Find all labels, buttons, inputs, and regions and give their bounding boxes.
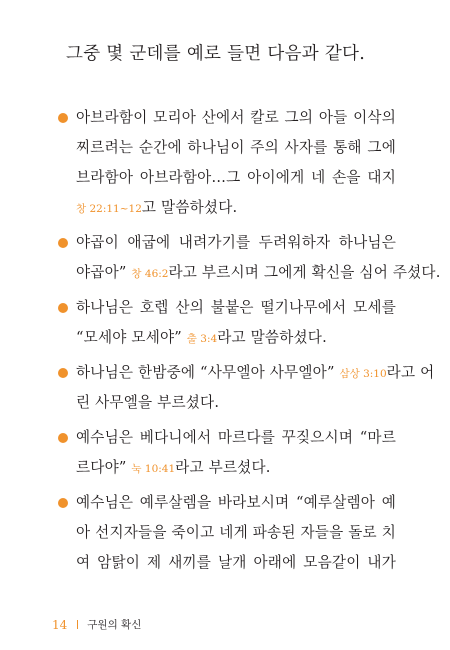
list-item-line: 아 선지자들을 죽이고 네게 파송된 자들을 돌로 치 [76, 524, 396, 541]
list-item-line [76, 193, 396, 223]
scripture-reference: 창 46:2 [131, 268, 169, 280]
bullet-dot-icon [58, 498, 68, 508]
list-item-line [76, 258, 441, 288]
list-item-line: 하나님은 호렙 산의 불붙은 떨기나무에서 모세를 [76, 299, 396, 316]
list-item-line: 예수님은 예루살렘을 바라보시며 “예루살렘아 예 [76, 494, 396, 511]
list-item-line: 야곱이 애굽에 내려가기를 두려워하자 하나님은 [76, 234, 396, 251]
bullet-dot-icon [58, 303, 68, 313]
list-item-text: 하나님은 한밤중에 “사무엘아 사무엘아” [76, 364, 335, 381]
scripture-reference: 눅 10:41 [131, 463, 176, 475]
list-item-line: 아브라함이 모리아 산에서 칼로 그의 아들 이삭의 [76, 109, 396, 126]
book-title: 구원의 확신 [87, 619, 142, 631]
intro-sentence: 그중 몇 군데를 예로 들면 다음과 같다. [66, 44, 366, 64]
list-item-text: 르다야” [76, 459, 127, 476]
bullet-dot-icon [58, 113, 68, 123]
list-item-moses [58, 293, 396, 353]
bullet-dot-icon [58, 238, 68, 248]
bullet-dot-icon [58, 368, 68, 378]
list-item-line: 찌르려는 순간에 하나님이 주의 사자를 통해 그에 [76, 139, 396, 156]
example-list [58, 103, 441, 578]
list-item-samuel [58, 358, 435, 418]
list-item-text: 라고 부르셨다. [175, 459, 271, 476]
list-item-text: 고 말씀하셨다. [141, 199, 238, 216]
list-item-martha [58, 423, 396, 483]
list-item-line [76, 453, 396, 483]
page-footer [52, 617, 141, 632]
list-item-line: 예수님은 베다니에서 마르다를 꾸짖으시며 “마르 [76, 429, 396, 446]
list-item-text: 라고 말씀하셨다. [217, 329, 327, 346]
list-item-text: 라고 부르시며 그에게 확신을 심어 주셨다. [168, 264, 441, 281]
scripture-reference: 삼상 3:10 [339, 368, 387, 380]
scripture-reference: 출 3:4 [186, 333, 218, 345]
list-item-jerusalem [58, 488, 396, 578]
list-item-line [76, 323, 396, 353]
list-item-text: 야곱아” [76, 264, 127, 281]
list-item-text: “모세야 모세야” [76, 329, 182, 346]
list-item-abraham [58, 103, 396, 223]
list-item-line: 린 사무엘을 부르셨다. [76, 394, 220, 411]
bullet-dot-icon [58, 433, 68, 443]
list-item-line: 여 암탉이 제 새끼를 날개 아래에 모음같이 내가 [76, 554, 396, 571]
footer-divider [77, 620, 78, 629]
list-item-line: 브라함아 아브라함아…그 아이에게 네 손을 대지 [76, 169, 396, 186]
list-item-text: 라고 어 [386, 364, 435, 381]
scripture-reference: 창 22:11~12 [76, 203, 142, 215]
list-item-jacob [58, 228, 441, 288]
page-number: 14 [52, 617, 68, 632]
list-item-line [76, 358, 435, 388]
